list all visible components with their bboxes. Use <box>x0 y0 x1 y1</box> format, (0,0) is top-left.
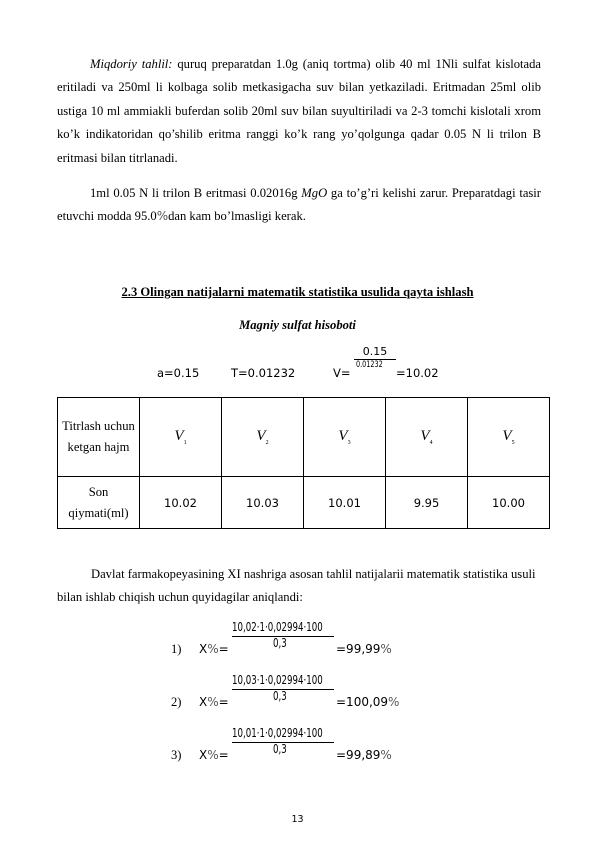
eq2-numerator: 10,03·1·0,02994·100 <box>232 673 323 687</box>
requirement-text-c: dan kam bo’lmasligi kerak. <box>168 209 306 224</box>
eq1-denominator: 0,3 <box>273 636 288 650</box>
eq1-result: =99,99% <box>336 642 392 656</box>
analysis-lead: Miqdoriy tahlil: <box>90 57 173 71</box>
titration-table <box>57 397 550 529</box>
value-cell: 10.02 <box>140 477 222 529</box>
eq2-result: =100,09% <box>336 695 400 709</box>
v2-cell: $V_2$ <box>222 398 304 477</box>
param-a: a=0.15 <box>157 366 200 380</box>
equation-2 <box>0 671 595 731</box>
param-t: T=0.01232 <box>231 366 296 380</box>
eq3-numerator: 10,01·1·0,02994·100 <box>232 726 323 740</box>
table-header-value: Son qiymati(ml) <box>58 477 140 529</box>
value-cell: 10.03 <box>222 477 304 529</box>
equation-3 <box>0 724 595 784</box>
subsection-title: Magniy sulfat hisoboti <box>239 318 356 332</box>
eq1-lhs: X%= <box>199 642 229 656</box>
eq3-result: =99,89% <box>336 748 392 762</box>
v5-cell: $V_5$ <box>468 398 550 477</box>
value-cell: 10.00 <box>468 477 550 529</box>
v-numerator: 0.15 <box>354 345 396 360</box>
statistics-paragraph <box>57 563 541 609</box>
eq3-denominator: 0,3 <box>273 742 288 756</box>
eq2-lhs: X%= <box>199 695 229 709</box>
table-header-volume: Titrlash uchun ketgan hajm <box>58 398 140 477</box>
section-title: 2.3 Olingan natijalarni matematik statistika usulida qayta ishlash <box>121 285 474 299</box>
percent-sign: % <box>156 209 169 224</box>
analysis-paragraph <box>57 53 541 170</box>
table-row <box>58 477 550 529</box>
v-fraction <box>354 345 396 370</box>
v-denominator: 0.01232 <box>356 360 384 370</box>
eq2-denominator: 0,3 <box>273 689 288 703</box>
statistics-text: Davlat farmakopeyasining XI nashriga asosan tahlil natijalarii matematik statistika usuli bilan ishlab chiqish uchun quyidagilar aniqlandi: <box>57 567 536 604</box>
v1-cell: $V_1$ <box>140 398 222 477</box>
v3-cell: $V_3$ <box>304 398 386 477</box>
param-v-prefix: V= <box>333 366 351 380</box>
eq3-number: 3) <box>171 748 182 762</box>
eq3-lhs: X%= <box>199 748 229 762</box>
requirement-paragraph <box>57 182 541 229</box>
mgo-formula: MgO <box>301 186 328 200</box>
eq1-number: 1) <box>171 642 182 656</box>
v4-cell: $V_4$ <box>386 398 468 477</box>
value-cell: 9.95 <box>386 477 468 529</box>
analysis-text: quruq preparatdan 1.0g (aniq tortma) olib 40 ml 1Nli sulfat kislotada eritiladi va 250ml li kolbaga solib metkasigacha suv bilan yetkaziladi. Eritmadan 25ml olib ustiga 10 ml ammiakli buferdan solib 20ml suv bilan suyultiriladi va 2-3 tomchi kislotali xrom ko’k indikatoridan qo’shilib eritma ranggi ko’k rang yo’qolgunga qadar 0.05 N li trilon B eritmasi bilan titrlanadi. <box>57 57 541 165</box>
equation-1 <box>0 618 595 678</box>
table-row <box>58 398 550 477</box>
eq1-numerator: 10,02·1·0,02994·100 <box>232 620 323 634</box>
page-number: 13 <box>291 814 304 825</box>
requirement-text-a: 1ml 0.05 N li trilon B eritmasi 0.02016g <box>90 186 302 200</box>
eq2-number: 2) <box>171 695 182 709</box>
value-cell: 10.01 <box>304 477 386 529</box>
param-v-result: =10.02 <box>396 366 439 380</box>
requirement-text-b: ga to’g’ri kelishi zarur. Preparatdagi tasir etuvchi modda 95.0 <box>57 186 542 224</box>
